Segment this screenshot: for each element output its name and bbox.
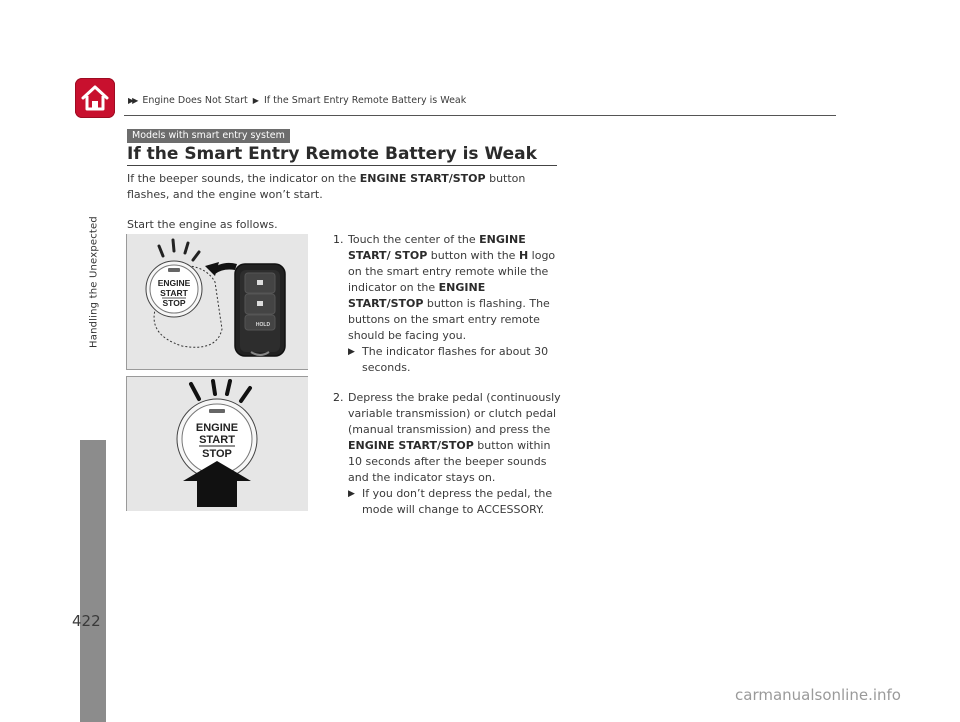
chapter-label: Handling the Unexpected [88,216,100,348]
hold-label: HOLD [255,322,271,328]
engine-button-text-3: STOP [162,298,186,308]
note-arrow-icon: ▶ [348,489,353,499]
title-divider [127,165,557,166]
engine-button-text-3: STOP [202,448,232,460]
home-icon [75,78,115,118]
start-instruction: Start the engine as follows. [127,218,278,231]
breadcrumb-arrow-icon: ▶ [252,96,259,105]
step-1-note: ▶ The indicator flashes for about 30 seconds. [348,345,549,374]
models-tag: Models with smart entry system [127,129,290,143]
page-number: 422 [72,612,101,630]
section-title: If the Smart Entry Remote Battery is Weak [127,144,537,164]
engine-button-text-1: ENGINE [157,278,191,288]
step-2-note: ▶ If you don’t depress the pedal, the mode will change to ACCESSORY. [348,487,553,516]
home-button[interactable] [75,78,115,118]
press-button-illustration [127,377,308,511]
header-divider [124,115,836,116]
engine-button-text-1: ENGINE [195,422,239,434]
breadcrumb-link-engine-does-not-start[interactable]: Engine Does Not Start [142,95,248,106]
figure-remote-touch [126,234,308,370]
watermark: carmanualsonline.info [735,686,901,704]
breadcrumb [128,95,466,106]
figure-press-button [126,376,308,511]
engine-button-text-2: START [199,434,235,446]
step-1: 1. Touch the center of the ENGINE START/ STOP button with the H logo on the smart entry remote while the indicator on the ENGINE START/STOP button is flashing. The buttons on the smart entry remote should be facing you. ▶ The indicator flashes for about 30 seconds. [333,232,563,376]
steps-list [333,232,563,518]
intro-paragraph: If the beeper sounds, the indicator on the ENGINE START/STOP button flashes, and the engine won’t start. [127,172,526,201]
breadcrumb-current: If the Smart Entry Remote Battery is Weak [263,95,467,106]
chapter-tab [80,440,106,722]
step-2: 2. Depress the brake pedal (continuously variable transmission) or clutch pedal (manual transmission) and press the ENGINE START/STOP button within 10 seconds after the beeper sounds and the indicator stays on. ▶ If you don’t depress the pedal, the mode will change to ACCESSORY. [333,390,563,518]
breadcrumb-arrow-icon: ▶▶ [128,96,137,105]
note-arrow-icon: ▶ [348,347,353,357]
engine-button-text-2: START [160,288,188,298]
remote-touch-illustration [127,234,308,369]
